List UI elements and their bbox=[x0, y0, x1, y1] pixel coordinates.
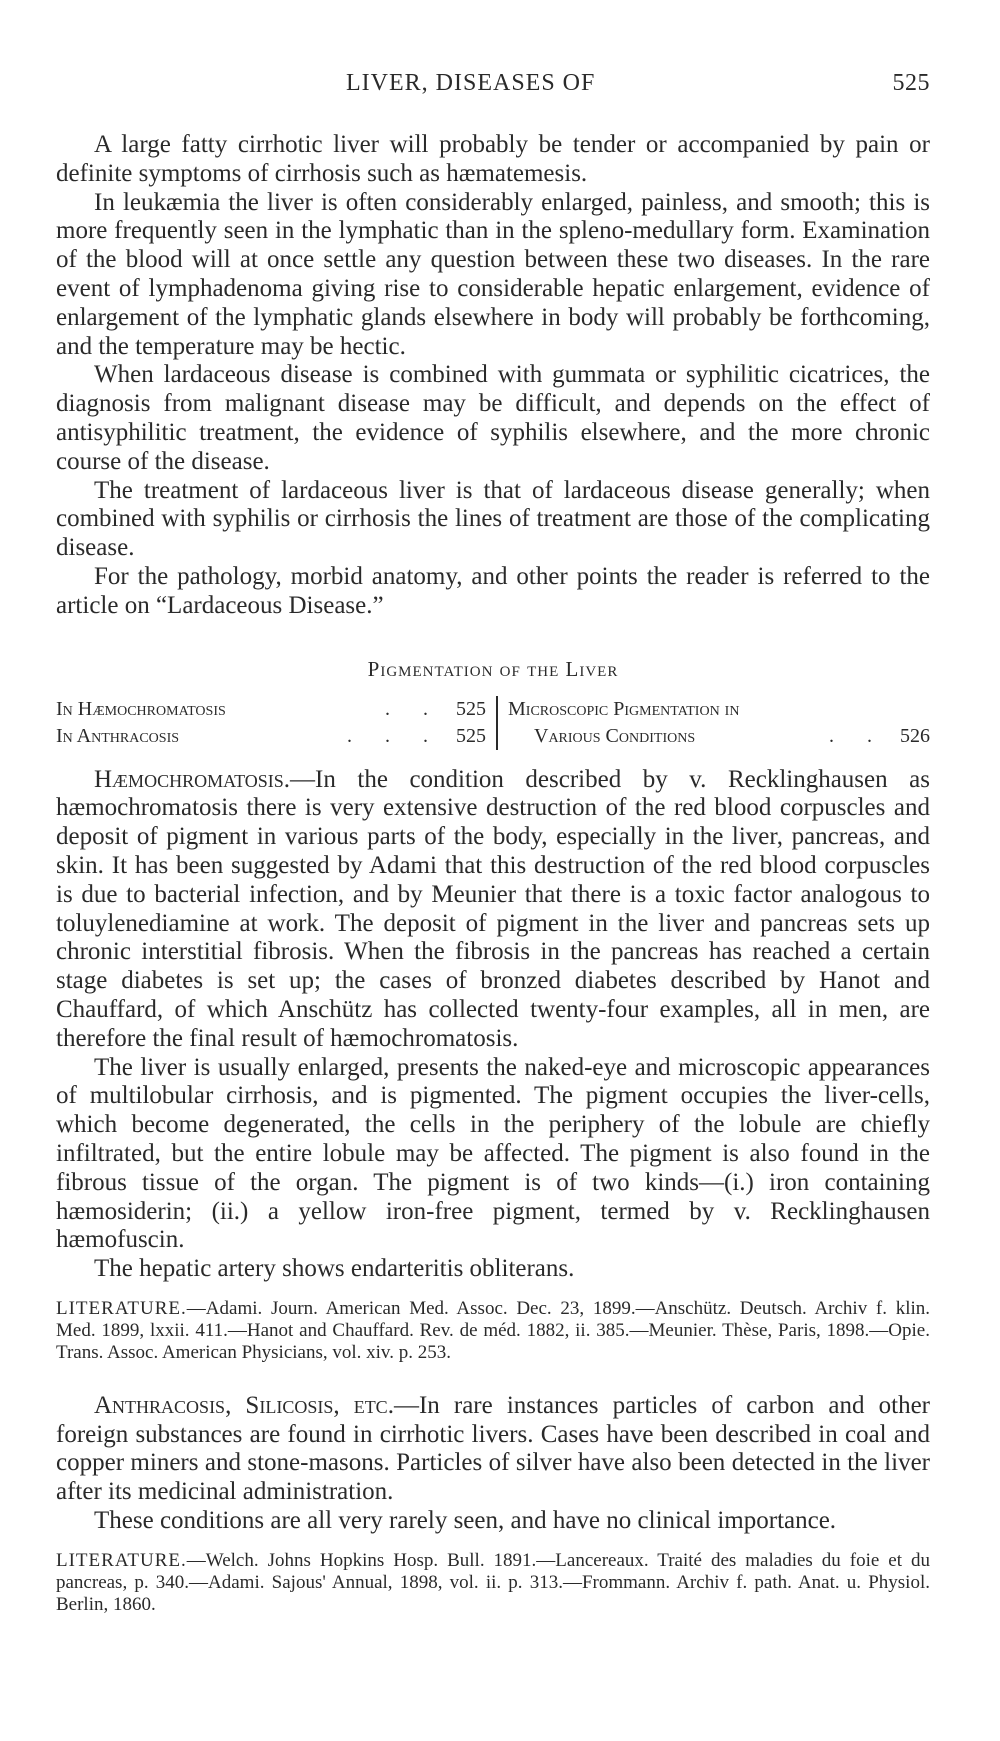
paragraph-fatty-cirrhotic: A large fatty cirrhotic liver will probably be tender or accompanied by pain or definite symptoms of cirrhosis such as hæmatemesis. bbox=[56, 131, 930, 187]
contents-left-column bbox=[56, 696, 498, 750]
paragraph-anthracosis bbox=[56, 1392, 930, 1507]
running-title: LIVER, DISEASES OF bbox=[346, 70, 596, 96]
contents-label: In Anthracosis bbox=[56, 724, 180, 747]
contents-row bbox=[56, 723, 486, 750]
contents-row bbox=[508, 696, 930, 723]
contents-row bbox=[56, 696, 486, 723]
contents-row bbox=[508, 723, 930, 750]
contents-page: 525 bbox=[456, 724, 486, 747]
contents-page: 526 bbox=[900, 724, 930, 747]
running-header bbox=[56, 70, 930, 97]
literature-haemochromatosis bbox=[56, 1298, 930, 1364]
literature-anthracosis bbox=[56, 1550, 930, 1616]
contents-dots: . . . bbox=[347, 724, 442, 747]
paragraph-hepatic-artery: The hepatic artery shows endarteritis obliterans. bbox=[94, 1255, 575, 1283]
paragraph-lead: Hæmochromatosis. bbox=[94, 765, 291, 793]
contents-right-column bbox=[498, 696, 930, 750]
section-title-pigmentation: Pigmentation of the Liver bbox=[367, 656, 619, 681]
contents-label: In Hæmochromatosis bbox=[56, 697, 226, 720]
contents-label: Microscopic Pigmentation in bbox=[508, 697, 740, 720]
contents-dots: . . bbox=[385, 697, 442, 720]
literature-label: LITERATURE. bbox=[56, 1297, 187, 1319]
paragraph-body: —In the condition described by v. Recklinghausen as hæmochromatosis there is very extensive destruction of the red blood corpuscles and deposit of pigment in various parts of the body, especially in the liver, pancreas, and skin. It has been suggested by Adami that this destruction of the red blood corpuscles is due to bacterial infection, and by Meunier that there is a toxic factor analogous to toluylenediamine at work. The deposit of pigment in the liver and pancreas sets up chronic interstitial fibrosis. When the fibrosis in the pancreas has reached a certain stage diabetes is set up; the cases of bronzed diabetes described by Hanot and Chauffard, of which Anschütz has collected twenty-four examples, all in men, are therefore the final result of hæmochromatosis. bbox=[56, 765, 930, 1052]
paragraph-pathology-reference: For the pathology, morbid anatomy, and other points the reader is referred to the article on “Lardaceous Disease.” bbox=[56, 562, 930, 619]
paragraph-leukaemia: In leukæmia the liver is often considerably enlarged, painless, and smooth; this is more frequently seen in the lymphatic than in the spleno-medullary form. Examination of the blood will at once settle any question between these two diseases. In the rare event of lymphadenoma giving rise to considerable hepatic enlargement, evidence of enlargement of the lymphatic glands elsewhere in body will probably be forthcoming, and the temperature may be hectic. bbox=[56, 188, 930, 360]
literature-references: —Adami. Journ. American Med. Assoc. Dec. 23, 1899.—Anschütz. Deutsch. Archiv f. klin. Med. 1899, lxxii. 411.—Hanot and Chauffard. Rev. de méd. 1882, ii. 385.—Meunier. Thèse, Paris, 1898.—Opie. Trans. Assoc. American Physicians, vol. xiv. p. 253. bbox=[56, 1297, 930, 1363]
literature-label: LITERATURE. bbox=[56, 1549, 187, 1571]
paragraph-lead: Anthracosis, Silicosis, etc. bbox=[94, 1391, 394, 1419]
literature-references: —Welch. Johns Hopkins Hosp. Bull. 1891.—Lancereaux. Traité des maladies du foie et du pancreas, p. 340.—Adami. Sajous' Annual, 1898, vol. ii. p. 313.—Frommann. Archiv f. path. Anat. u. Physiol. Berlin, 1860. bbox=[56, 1549, 930, 1615]
contents-page: 525 bbox=[456, 697, 486, 720]
paragraph-clinical-importance: These conditions are all very rarely seen, and have no clinical importance. bbox=[94, 1507, 837, 1535]
contents-dots: . . bbox=[829, 724, 886, 747]
contents-label: Various Conditions bbox=[534, 724, 696, 747]
page-number: 525 bbox=[892, 70, 930, 96]
paragraph-body: —In rare instances particles of carbon and other foreign substances are found in cirrhotic livers. Cases have been described in coal and copper miners and stone-masons. Particles of silver have also been detected in the liver after its medicinal administration. bbox=[56, 1391, 930, 1506]
paragraph-liver-appearance: The liver is usually enlarged, presents the naked-eye and microscopic appearances of multilobular cirrhosis, and is pigmented. The pigment occupies the liver-cells, which become degenerated, the cells in the periphery of the lobule are chiefly infiltrated, but the entire lobule may be affected. The pigment is also found in the fibrous tissue of the organ. The pigment is of two kinds—(i.) iron containing hæmosiderin; (ii.) a yellow iron-free pigment, termed by v. Recklinghausen hæmofuscin. bbox=[56, 1053, 930, 1254]
paragraph-lardaceous-syphilis: When lardaceous disease is combined with gummata or syphilitic cicatrices, the diagnosis from malignant disease may be difficult, and depends on the effect of antisyphilitic treatment, the evidence of syphilis elsewhere, and the more chronic course of the disease. bbox=[56, 361, 930, 475]
paragraph-haemochromatosis bbox=[56, 766, 930, 1054]
paragraph-treatment: The treatment of lardaceous liver is that of lardaceous disease generally; when combined with syphilis or cirrhosis the lines of treatment are those of the complicating disease. bbox=[56, 476, 930, 562]
spacer bbox=[56, 1364, 930, 1392]
section-contents bbox=[56, 696, 930, 750]
